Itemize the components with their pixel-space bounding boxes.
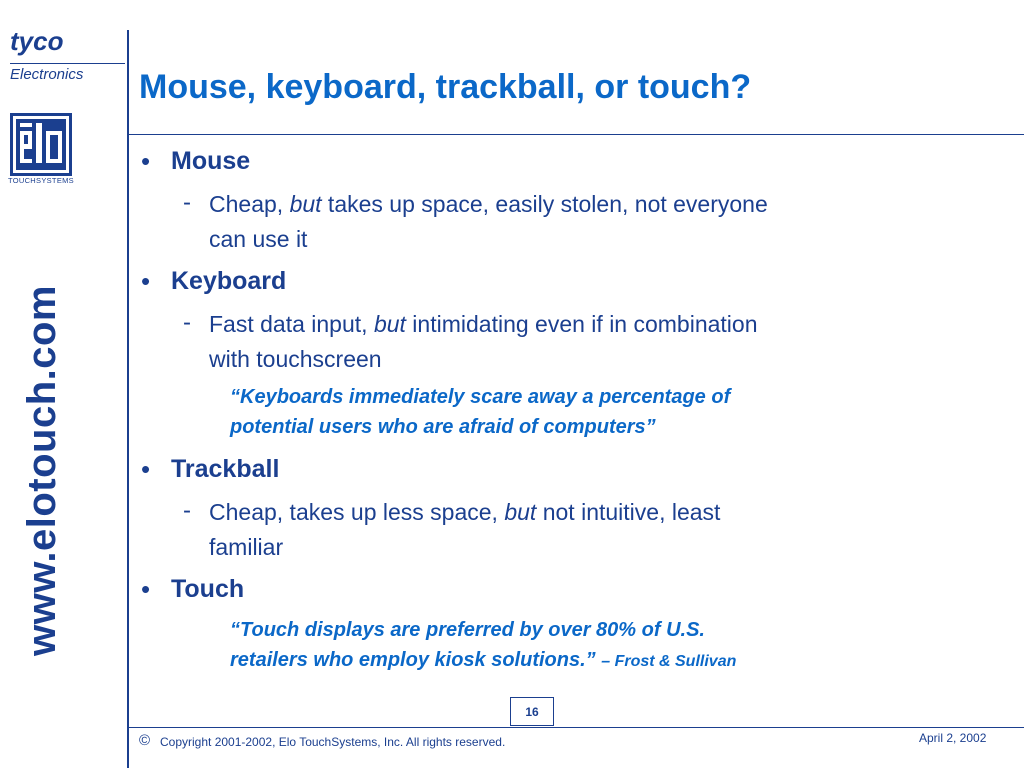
electronics-label: Electronics [10, 66, 84, 83]
copyright-icon: © [139, 732, 151, 749]
elo-logo [10, 113, 72, 176]
bullet-heading-mouse: Mouse [171, 147, 251, 175]
bullet-icon: • [141, 454, 151, 484]
trackball-detail: Cheap, takes up less space, but not intuitive, least familiar [209, 499, 721, 560]
bullet-heading-keyboard: Keyboard [171, 267, 287, 295]
touchsystems-label: TOUCHSYSTEMS [8, 176, 74, 185]
slide-title: Mouse, keyboard, trackball, or touch? [139, 68, 752, 106]
bullet-heading-touch: Touch [171, 575, 245, 603]
bullet-icon: • [141, 574, 151, 604]
copyright-text: Copyright 2001-2002, Elo TouchSystems, Inc. All rights reserved. [160, 735, 506, 749]
touch-quote: “Touch displays are preferred by over 80% of U.S. retailers who employ kiosk solutions.” – Frost & Sullivan [230, 619, 737, 671]
slide-date: April 2, 2002 [919, 731, 987, 745]
dash-icon: - [183, 189, 191, 216]
bullet-icon: • [141, 146, 151, 176]
bullet-heading-trackball: Trackball [171, 455, 280, 483]
quote-source: – Frost & Sullivan [601, 653, 737, 670]
sidebar-divider [127, 30, 129, 768]
dash-icon: - [183, 309, 191, 336]
tyco-logo: tyco [10, 26, 64, 56]
bullet-icon: • [141, 266, 151, 296]
website-url: www.elotouch.com [20, 285, 64, 656]
keyboard-detail: Fast data input, but intimidating even if in combination with touchscreen [209, 311, 758, 372]
tyco-underline [10, 63, 125, 64]
title-divider [129, 134, 1024, 135]
keyboard-quote: “Keyboards immediately scare away a percentage of potential users who are afraid of computers” [230, 386, 731, 438]
mouse-detail: Cheap, but takes up space, easily stolen, not everyone can use it [209, 191, 768, 252]
dash-icon: - [183, 497, 191, 524]
footer-divider [129, 727, 1024, 728]
page-number: 16 [510, 697, 554, 726]
